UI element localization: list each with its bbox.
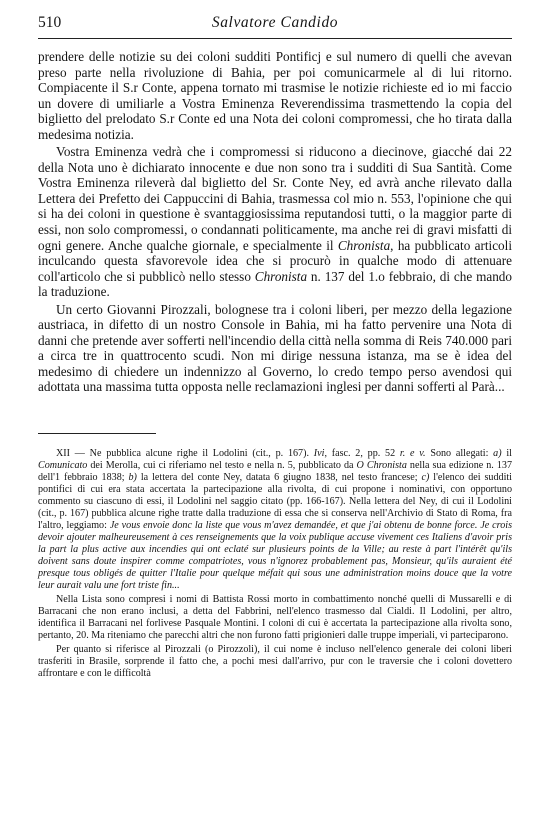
journal-title: Chronista [337,237,391,253]
note-text: , fasc. 2, pp. 52 [324,448,400,460]
journal-title: Chronista [254,268,308,284]
main-text [38,49,512,395]
page-number: 510 [38,14,62,31]
note-text: la lettera del conte Ney, datata 6 giugno 1838, nel testo francese; [136,472,422,484]
paragraph-3: Un certo Giovanni Pirozzali, bolognese tra i coloni liberi, per mezzo della legazione austriaca, in difetto di un nostro Console in Bahia, mi ha fatto pervenire una Nota di danni che pretende aver sofferti nell'incendio della città nella somma di Reis 740.000 pari a circa tre in quattrocento scudi. Non mi dirige nessuna istanza, ma se è idea del medesimo di chiedere un indennizzo al Governo, lo credo tempo perso avendosi qui adottata una massima tutta opposta nelle reclamazioni inglesi per danni sofferti al Parà... [38,301,512,395]
note-italic: Comunicato [38,460,88,472]
note-italic: Ivi [313,448,325,460]
note-text: nella sua edizione n. 137 dell'1 febbraio 1838; [38,460,512,484]
paragraph-2-text-a: Vostra Eminenza vedrà che i compromessi si riducono a diecinove, giacché dai 22 della Nota uno è dichiarato innocente e due non sono tra i sudditi di Sua Santità. Come Vostra Eminenza rileverà dal biglietto del Sr. Conte Ney, ed avrà anche rilevato dalla Lettera dei Prefetto dei Cappuccini di Bahia, trasmessa col mio n. 553, l'opinione che qui si ha dei coloni in questione è svantaggiosissima reputandosi tutti, o la maggior parte di essi, non solo compromessi, o condannati politicamente, ma anche rei di gravi misfatti di ogni genere. Anche qualche giornale, e specialmente il [38,144,512,253]
paragraph-2-text-c: n. 137 del 1.o febbraio, di che mando la traduzione. [38,268,512,300]
note-text: XII — Ne pubblica alcune righe il Lodolini (cit., p. 167). [56,448,314,460]
paragraph-1: prendere delle notizie su dei coloni sudditi Pontificj e sul numero di quelli che avevan preso parte nella rivoluzione di Bahia, per poi comunicarmele al di lui ritorno. Compiacente il S.r Conte, appena tornato mi trasmise le notizie richieste ed io mi faccio un dovere di umiliarle a Vostra Eminenza Reverendissima trasmettendo la copia del biglietto del prelodato S.r Conte ed una Nota dei coloni compromessi, che ho tirata dalla medesima notizia. [38,49,512,142]
french-quotation: Je vous envoie donc la liste que vous m'avez demandée, et que j'ai obtenu de bonne force. Je crois devoir ajouter malheureusement à ces renseignements que la voix publique accuse vivement ces Italiens d'avoir pris la part la plus active aux incendies qui ont eclaté sur plusieurs points de la Ville; au reste à part l'intérêt qu'ils doivent sans doute inspirer comme compatriotes, vous n'ignorez probablement pas, Monsieur, qu'ils auraient été presque tous obligés de quitter l'Italie pour quelque méfait qui sous une administration moins douce que la votre leur aurait valu une fort triste fin... [38,520,512,592]
footnote-1 [38,448,512,592]
note-text: Sono allegati: [425,448,494,460]
running-head [38,12,512,39]
footnote-3: Per quanto si riferisce al Pirozzali (o Pirozzoli), il cui nome è incluso nell'elenco generale dei coloni liberi trasferiti in Brasile, sorprende il fatto che, a pochi mesi dall'arrivo, pur con le traversie che i coloni dovettero affrontare e con le difficoltà [38,644,512,680]
footnotes [38,448,512,680]
note-text: il [501,448,512,460]
footnote-2: Nella Lista sono compresi i nomi di Battista Rossi morto in combattimento nonché quelli di Mussarelli e di Barracani che non erano inclusi, a detta del Fabbrini, nell'elenco trasmesso dal Cialdi. Il Lodolini, per altro, identifica il Barracani nel forlivese Pasquale Montini. I coloni di cui è accertata la partecipazione alla rivolta sono, pertanto, 20. Ma riteniamo che parecchi altri che non furono fatti prigionieri dalle truppe imperiali, vi parteciparono. [38,594,512,642]
note-text: dei Merolla, cui ci riferiamo nel testo e nella n. 5, pubblicato da [87,460,357,472]
note-text: l'elenco dei sudditi pontifici di cui era stata accertata la partecipazione alla rivolta, di cui propone i nominativi, con opportuno commento su ciascuno di essi, il Lodolini nel saggio citato (pp. 166-167). Nella lettera del Ney, di cui il Lodolini (cit., p. 167) pubblica alcune righe tratte dalla traduzione di essa che si conserva nell'Archivio di Stato di Roma, fra l'altro, leggiamo: [38,472,512,532]
book-page [38,12,512,680]
note-italic: O Chronista [356,460,407,472]
footnote-separator [38,433,156,434]
paragraph-2 [38,144,512,299]
note-italic: a) [493,448,502,460]
note-italic: r. e v. [399,448,426,460]
note-italic: c) [421,472,430,484]
paragraph-2-text-b: , ha pubblicato articoli inculcando questa sfavorevole idea che si procurò in qualche modo di attenuare coll'articolo che si pubblicò nello stesso [38,237,512,284]
note-italic: b) [128,472,137,484]
running-title: Salvatore Candido [211,14,339,31]
